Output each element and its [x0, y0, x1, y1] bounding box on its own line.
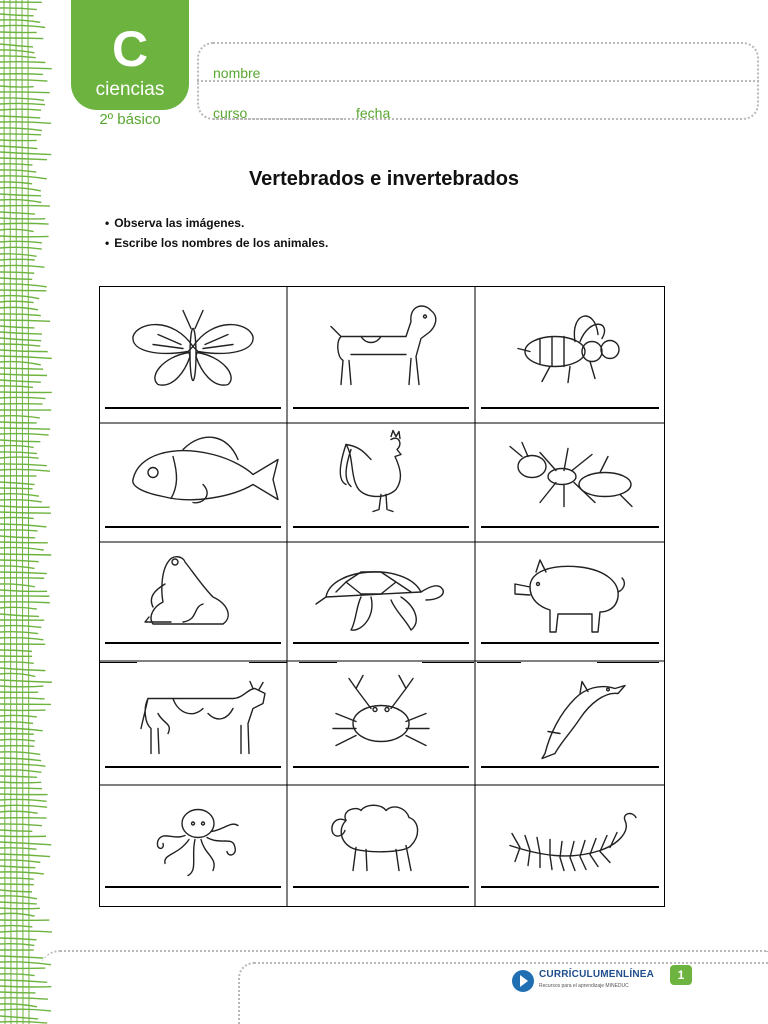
answer-line[interactable] — [481, 642, 659, 644]
ant-icon — [475, 423, 665, 542]
animal-cell — [99, 423, 287, 542]
answer-line[interactable] — [481, 526, 659, 528]
centipede-icon — [475, 785, 665, 907]
animal-cell — [287, 785, 475, 907]
name-label: nombre — [213, 65, 261, 81]
curriculum-logo[interactable] — [511, 967, 671, 997]
separator-stub — [299, 662, 337, 663]
answer-line[interactable] — [481, 407, 659, 409]
answer-line[interactable] — [293, 642, 469, 644]
answer-line[interactable] — [105, 526, 281, 528]
animal-cell — [475, 286, 665, 423]
answer-line[interactable] — [293, 766, 469, 768]
animal-cell — [475, 785, 665, 907]
grass-border-decoration — [0, 0, 56, 1024]
grade-label: 2º básico — [99, 111, 161, 128]
worksheet-title: Vertebrados e invertebrados — [248, 168, 520, 190]
course-input-line[interactable] — [213, 118, 343, 120]
answer-line[interactable] — [105, 766, 281, 768]
badge-letter: C — [111, 21, 149, 77]
answer-line[interactable] — [293, 407, 469, 409]
sheep-icon — [287, 785, 475, 907]
course-label: curso — [213, 105, 248, 121]
animal-grid — [99, 286, 665, 907]
logo-subtitle: Recursos para el aprendizaje MINEDUC — [539, 983, 629, 989]
separator-stub — [249, 662, 287, 663]
animal-cell — [99, 286, 287, 423]
rooster-icon — [287, 423, 475, 542]
page-number: 1 — [670, 965, 692, 985]
subject-badge — [71, 0, 189, 110]
animal-cell — [99, 785, 287, 907]
animal-cell — [287, 423, 475, 542]
badge-subject: ciencias — [95, 79, 165, 100]
instruction-item: • Observa las imágenes. — [105, 214, 328, 234]
header-divider — [197, 80, 759, 82]
octopus-icon — [99, 785, 287, 907]
answer-line[interactable] — [105, 642, 281, 644]
separator-stub — [422, 662, 474, 663]
instruction-item: • Escribe los nombres de los animales. — [105, 234, 328, 254]
fish-icon — [99, 423, 287, 542]
curriculum-logo-icon — [511, 969, 535, 993]
separator-stub — [477, 662, 521, 663]
butterfly-icon — [99, 286, 287, 423]
dog-icon — [287, 286, 475, 423]
animal-cell — [475, 423, 665, 542]
separator-stub — [99, 662, 137, 663]
separator-stub — [597, 662, 659, 663]
animal-cell — [287, 286, 475, 423]
answer-line[interactable] — [105, 407, 281, 409]
answer-line[interactable] — [105, 886, 281, 888]
logo-text: CURRÍCULUMENLÍNEA — [539, 969, 655, 980]
date-label: fecha — [356, 105, 391, 121]
bee-icon — [475, 286, 665, 423]
date-input-line[interactable] — [356, 118, 546, 120]
answer-line[interactable] — [481, 886, 659, 888]
answer-line[interactable] — [481, 766, 659, 768]
answer-line[interactable] — [293, 526, 469, 528]
answer-line[interactable] — [293, 886, 469, 888]
instructions-list — [105, 214, 328, 254]
